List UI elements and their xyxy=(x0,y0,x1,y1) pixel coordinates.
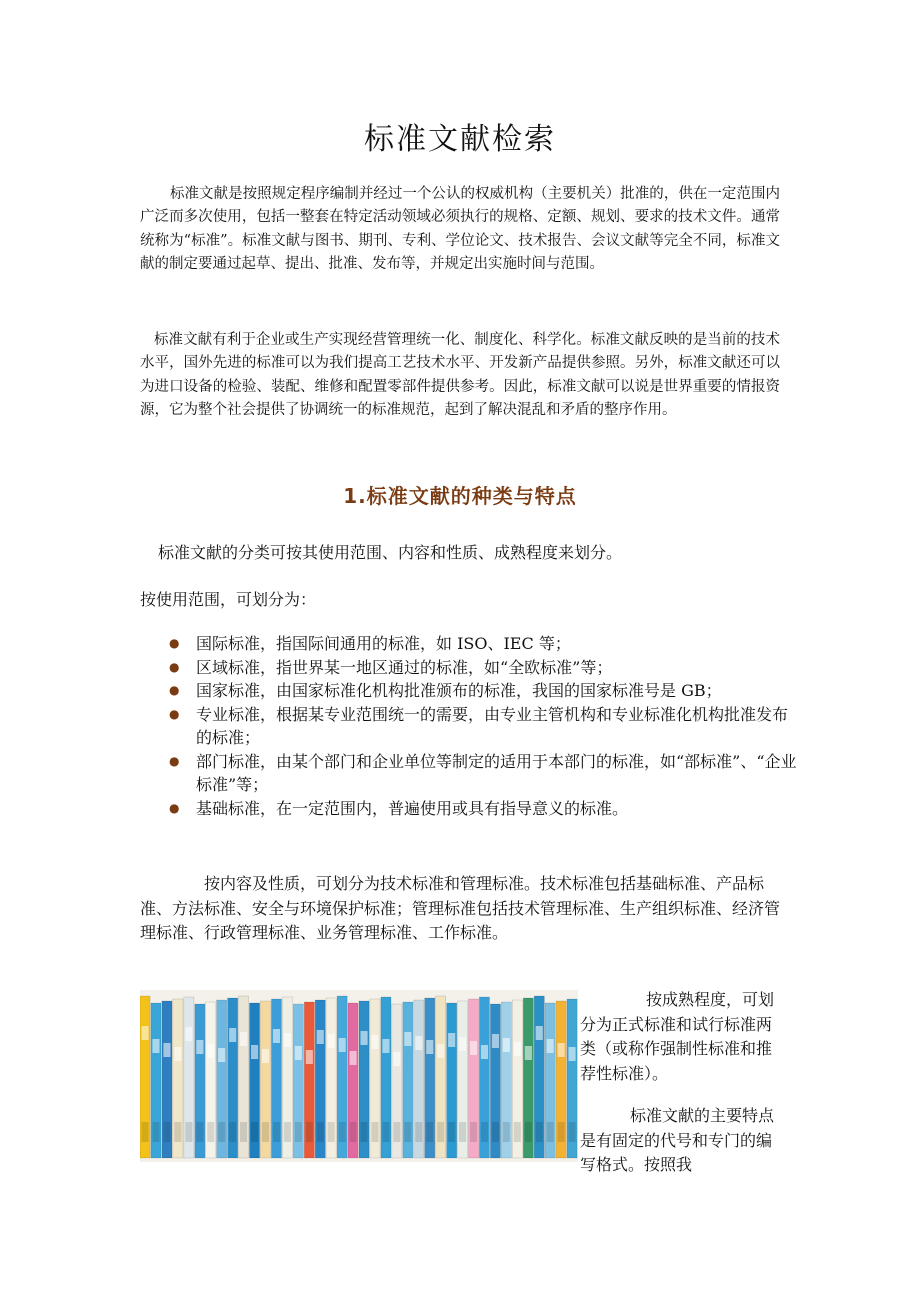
list-item xyxy=(140,703,800,750)
book-bottom-band xyxy=(404,1122,411,1142)
book-bottom-band xyxy=(339,1122,346,1142)
classification-intro: 标准文献的分类可按其使用范围、内容和性质、成熟程度来划分。 xyxy=(158,543,623,562)
bullet-icon: ● xyxy=(169,683,180,697)
book-bottom-band xyxy=(284,1122,291,1142)
book-label-band xyxy=(492,1034,499,1048)
book-bottom-band xyxy=(350,1122,357,1142)
list-item-text: 国家标准，由国家标准化机构批准颁布的标准，我国的国家标准号是 GB； xyxy=(196,681,722,700)
book-bottom-band xyxy=(163,1122,170,1142)
standards-books-photo xyxy=(140,990,578,1162)
book-label-band xyxy=(339,1038,346,1052)
book-label-band xyxy=(196,1040,203,1054)
book-bottom-band xyxy=(229,1122,236,1142)
book-label-band xyxy=(393,1052,400,1066)
book-label-band xyxy=(371,1035,378,1049)
book-bottom-band xyxy=(382,1122,389,1142)
bullet-icon: ● xyxy=(169,659,180,674)
book-label-band xyxy=(328,1034,335,1048)
book-label-band xyxy=(207,1044,214,1058)
book-label-band xyxy=(163,1043,170,1057)
book-bottom-band xyxy=(207,1122,214,1142)
book-bottom-band xyxy=(503,1122,510,1142)
book-bottom-band xyxy=(317,1122,324,1142)
book-label-band xyxy=(185,1027,192,1041)
book-label-band xyxy=(361,1031,368,1045)
book-bottom-band xyxy=(174,1122,181,1142)
list-item-text: 基础标准，在一定范围内，普遍使用或具有指导意义的标准。 xyxy=(196,798,629,818)
book-bottom-band xyxy=(492,1122,499,1142)
book-bottom-band xyxy=(525,1122,532,1142)
list-item-text: 部门标准，由某个部门和企业单位等制定的适用于本部门的标准，如“部标准”、“企业标准”等； xyxy=(196,751,797,794)
book-bottom-band xyxy=(470,1122,477,1142)
book-label-band xyxy=(547,1039,554,1053)
book-bottom-band xyxy=(306,1122,313,1142)
book-label-band xyxy=(142,1026,149,1040)
book-label-band xyxy=(569,1047,576,1061)
book-label-band xyxy=(426,1040,433,1054)
book-label-band xyxy=(218,1048,225,1062)
book-bottom-band xyxy=(459,1122,466,1142)
book-label-band xyxy=(229,1028,236,1042)
by-range-label: 按使用范围，可划分为： xyxy=(140,590,317,609)
list-item xyxy=(140,797,800,821)
book-label-band xyxy=(536,1026,543,1040)
bullet-icon: ● xyxy=(169,706,180,721)
book-bottom-band xyxy=(393,1122,400,1142)
list-item-text: 专业标准，根据某专业范围统一的需要，由专业主管机构和专业标准化机构批准发布的标准； xyxy=(196,704,789,747)
book-label-band xyxy=(437,1044,444,1058)
list-item xyxy=(140,632,800,656)
book-bottom-band xyxy=(152,1122,159,1142)
book-label-band xyxy=(503,1038,510,1052)
range-list xyxy=(140,632,800,820)
books-illustration xyxy=(140,990,578,1162)
book-bottom-band xyxy=(142,1122,149,1142)
book-label-band xyxy=(251,1045,258,1059)
book-label-band xyxy=(295,1046,302,1060)
book-label-band xyxy=(306,1050,313,1064)
book-bottom-band xyxy=(481,1122,488,1142)
list-item-text: 区域标准，指世界某一地区通过的标准，如“全欧标准”等； xyxy=(196,657,613,677)
list-item xyxy=(140,656,800,680)
book-bottom-band xyxy=(251,1122,258,1142)
book-bottom-band xyxy=(371,1122,378,1142)
book-bottom-band xyxy=(437,1122,444,1142)
book-label-band xyxy=(470,1041,477,1055)
book-label-band xyxy=(404,1032,411,1046)
book-label-band xyxy=(448,1033,455,1047)
page-title: 标准文献检索 xyxy=(364,122,556,157)
bullet-icon: ● xyxy=(169,800,180,815)
book-label-band xyxy=(558,1043,565,1057)
book-label-band xyxy=(415,1036,422,1050)
book-bottom-band xyxy=(536,1122,543,1142)
book-bottom-band xyxy=(218,1122,225,1142)
book-bottom-band xyxy=(361,1122,368,1142)
list-item xyxy=(140,750,800,797)
book-bottom-band xyxy=(547,1122,554,1142)
book-bottom-band xyxy=(514,1122,521,1142)
book-label-band xyxy=(174,1047,181,1061)
intro-paragraph-definition: 标准文献是按照规定程序编制并经过一个公认的权威机构（主要机关）批准的，供在一定范围内广泛而多次使用，包括一整套在特定活动领域必须执行的规格、定额、规划、要求的技术文件。通常统称为“标准”。标准文献与图书、期刊、专利、学位论文、技术报告、会议文献等完全不同，标准文献的制定要通过起草、提出、批准、发布等，并规定出实施时间与范围。 xyxy=(140,186,780,272)
book-label-band xyxy=(525,1046,532,1060)
book-label-band xyxy=(240,1032,247,1046)
book-bottom-band xyxy=(262,1122,269,1142)
book-label-band xyxy=(459,1037,466,1051)
book-bottom-band xyxy=(273,1122,280,1142)
by-maturity-paragraph: 按成熟程度，可划分为正式标准和试行标准两类（或称作强制性标准和推荐性标准）。 xyxy=(580,990,775,1083)
book-label-band xyxy=(317,1030,324,1044)
book-bottom-band xyxy=(415,1122,422,1142)
book-bottom-band xyxy=(185,1122,192,1142)
book-bottom-band xyxy=(196,1122,203,1142)
list-item-text: 国际标准，指国际间通用的标准，如 ISO、IEC 等； xyxy=(196,634,571,653)
section-heading-types: 1.标准文献的种类与特点 xyxy=(343,484,577,508)
book-bottom-band xyxy=(328,1122,335,1142)
book-label-band xyxy=(152,1039,159,1053)
book-label-band xyxy=(350,1051,357,1065)
book-bottom-band xyxy=(558,1122,565,1142)
bullet-icon: ● xyxy=(169,636,180,650)
bullet-icon: ● xyxy=(169,753,180,768)
book-label-band xyxy=(382,1039,389,1053)
intro-paragraph-significance: 标准文献有利于企业或生产实现经营管理统一化、制度化、科学化。标准文献反映的是当前的技术水平，国外先进的标准可以为我们提高工艺技术水平、开发新产品提供参照。另外，标准文献还可以为进口设备的检验、装配、维修和配置零部件提供参考。因此，标准文献可以说是世界重要的情报资源，它为整个社会提供了协调统一的标准规范，起到了解决混乱和矛盾的整序作用。 xyxy=(140,332,780,418)
book-bottom-band xyxy=(295,1122,302,1142)
features-paragraph: 标准文献的主要特点是有固定的代号和专门的编写格式。按照我 xyxy=(580,1106,775,1174)
book-label-band xyxy=(514,1042,521,1056)
by-content-paragraph: 按内容及性质，可划分为技术标准和管理标准。技术标准包括基础标准、产品标准、方法标准、安全与环境保护标准；管理标准包括技术管理标准、生产组织标准、经济管理标准、行政管理标准、业务管理标准、工作标准。 xyxy=(140,874,781,942)
book-bottom-band xyxy=(240,1122,247,1142)
book-label-band xyxy=(273,1029,280,1043)
book-bottom-band xyxy=(426,1122,433,1142)
book-label-band xyxy=(262,1049,269,1063)
book-label-band xyxy=(284,1033,291,1047)
book-bottom-band xyxy=(448,1122,455,1142)
book-label-band xyxy=(481,1045,488,1059)
book-bottom-band xyxy=(569,1122,576,1142)
list-item xyxy=(140,679,800,703)
